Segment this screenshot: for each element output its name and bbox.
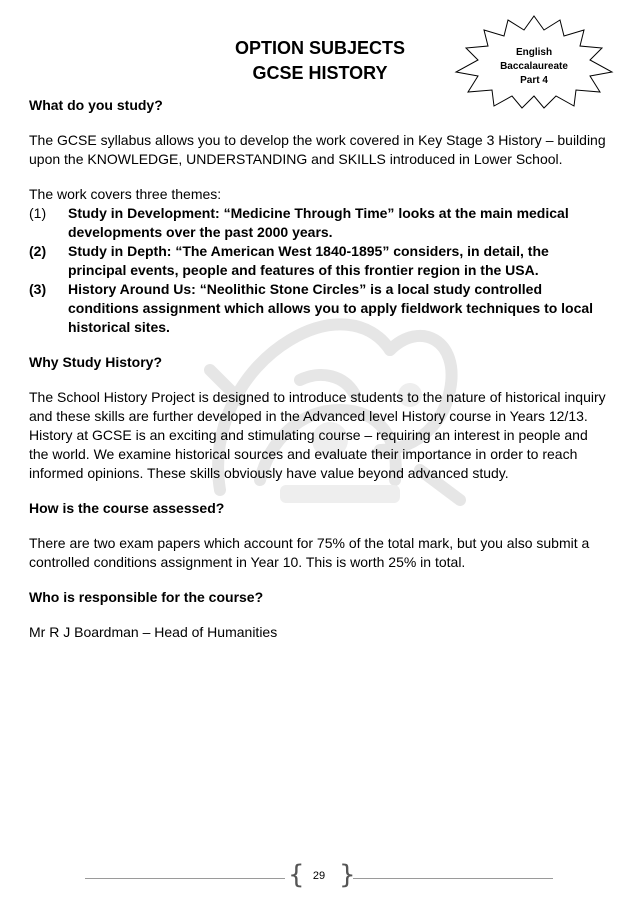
section-heading-study: What do you study? bbox=[29, 97, 163, 113]
theme-number: (1) bbox=[29, 205, 47, 221]
footer-rule-right bbox=[353, 878, 553, 879]
why-body: The School History Project is designed to introduce students to the nature of historical inquiry and these skills are further developed in the Advanced level History course in Years 12/13. History at GCSE is an exciting and stimulating course – requiring an interest in people and the world. We examine historical sources and evaluate their importance in order to reach informed opinions. These skills obviously have value beyond advanced study. bbox=[29, 389, 606, 481]
page-title bbox=[200, 36, 440, 86]
page-number: 29 bbox=[312, 870, 326, 882]
theme-number: (3) bbox=[29, 281, 47, 297]
footer-rule-left bbox=[85, 878, 285, 879]
badge-line-1: English bbox=[515, 47, 553, 58]
left-brace-icon: { bbox=[288, 860, 305, 890]
badge-text bbox=[470, 46, 598, 88]
right-brace-icon: } bbox=[339, 860, 356, 890]
badge-line-3: Part 4 bbox=[520, 75, 548, 86]
theme-number: (2) bbox=[29, 243, 47, 259]
title-line-2: GCSE HISTORY bbox=[252, 63, 388, 83]
section-heading-assessed: How is the course assessed? bbox=[29, 500, 225, 516]
theme-text: History Around Us: “Neolithic Stone Circles” is a local study controlled conditions assignment which allows you to apply fieldwork techniques to local historical sites. bbox=[68, 281, 594, 335]
main-content bbox=[29, 96, 609, 658]
responsible-body: Mr R J Boardman – Head of Humanities bbox=[29, 624, 278, 640]
list-item bbox=[29, 204, 609, 242]
badge-line-2: Baccalaureate bbox=[500, 61, 568, 72]
section-heading-responsible: Who is responsible for the course? bbox=[29, 589, 264, 605]
theme-text: Study in Depth: “The American West 1840-1895” considers, in detail, the principal events, people and features of this frontier region in the USA. bbox=[68, 243, 549, 278]
title-line-1: OPTION SUBJECTS bbox=[234, 38, 406, 58]
themes-list bbox=[29, 204, 609, 337]
themes-intro: The work covers three themes: bbox=[29, 186, 222, 202]
study-intro: The GCSE syllabus allows you to develop the work covered in Key Stage 3 History – building upon the KNOWLEDGE, UNDERSTANDING and SKILLS introduced in Lower School. bbox=[29, 132, 606, 167]
page-footer bbox=[85, 862, 555, 892]
assessed-body: There are two exam papers which account for 75% of the total mark, but you also submit a controlled conditions assignment in Year 10. This is worth 25% in total. bbox=[29, 535, 590, 570]
theme-text: Study in Development: “Medicine Through Time” looks at the main medical developments over the past 2000 years. bbox=[68, 205, 569, 240]
section-heading-why: Why Study History? bbox=[29, 354, 163, 370]
list-item bbox=[29, 280, 609, 337]
list-item bbox=[29, 242, 609, 280]
